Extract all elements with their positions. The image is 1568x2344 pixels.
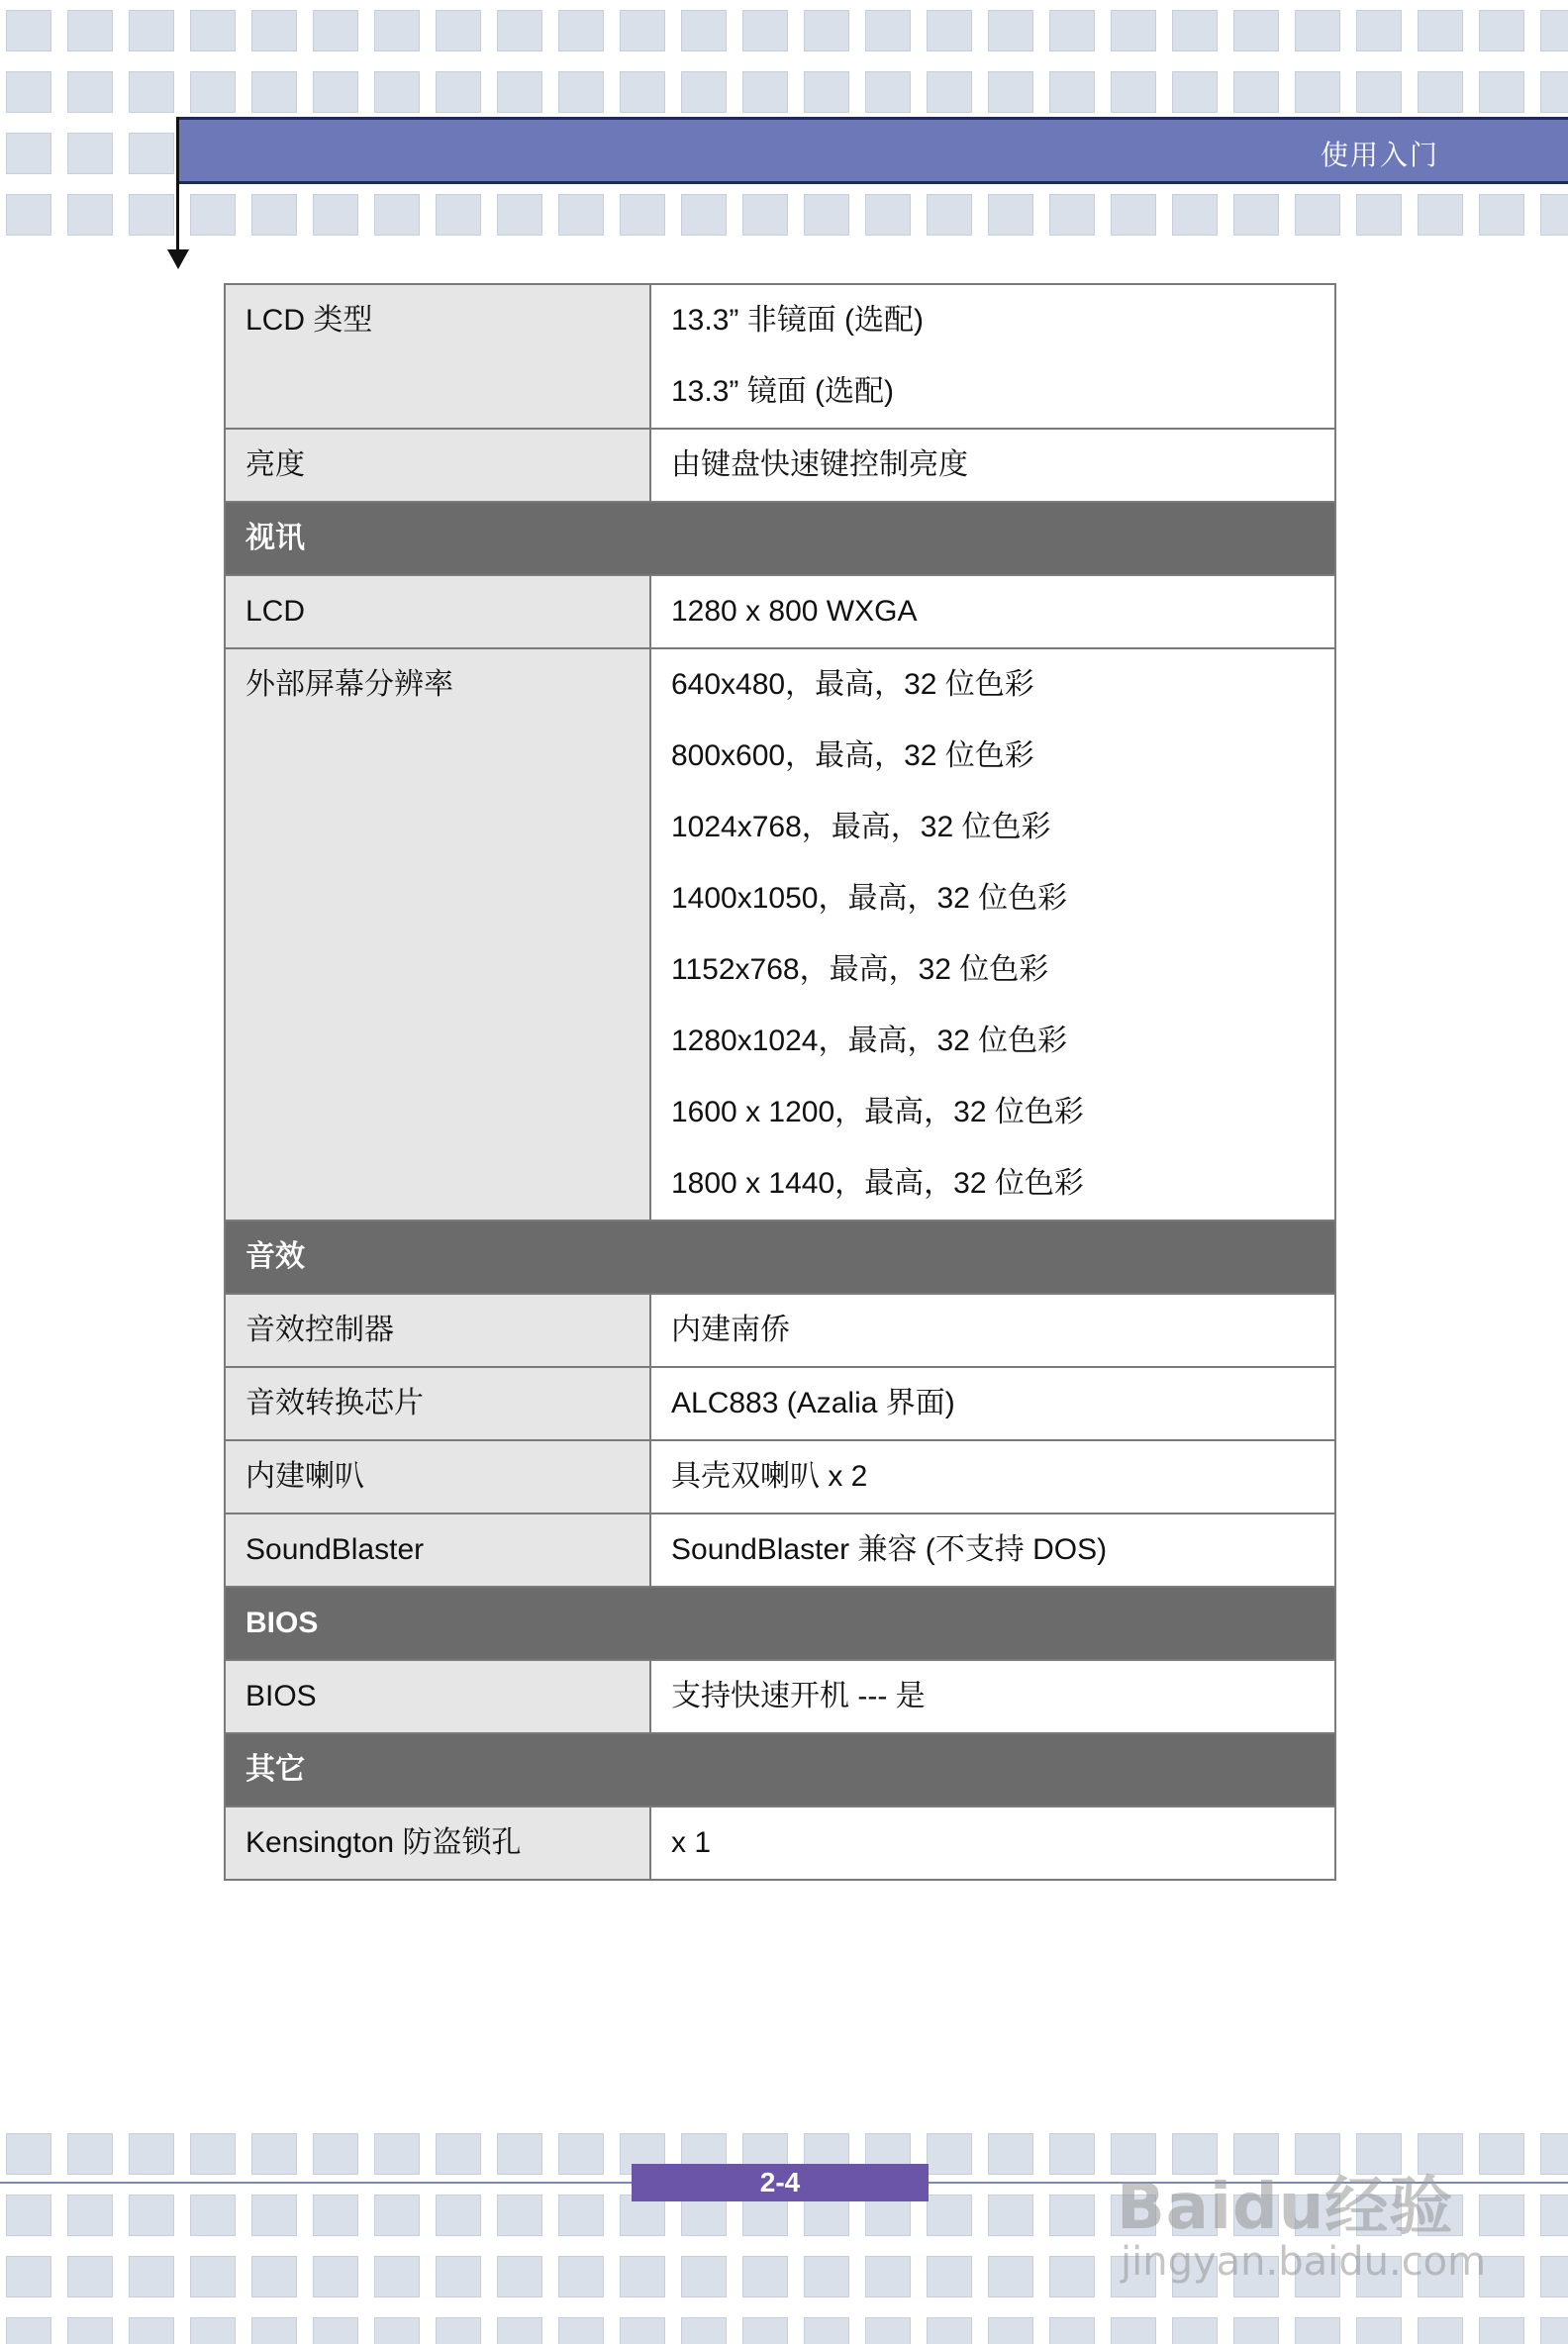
- decorative-tile: [1479, 2317, 1524, 2344]
- decorative-tile: [1049, 2256, 1095, 2297]
- decorative-tile: [251, 194, 297, 236]
- decorative-tile: [1356, 2317, 1402, 2344]
- decorative-tile: [313, 71, 358, 113]
- spec-value: 1400x1050，最高，32 位色彩: [671, 882, 1068, 915]
- spec-row: [225, 429, 1335, 502]
- watermark-brand: Baidu经验: [1117, 2171, 1454, 2244]
- decorative-tile: [558, 2317, 604, 2344]
- spec-label: LCD: [225, 575, 650, 648]
- decorative-tile: [251, 2133, 297, 2175]
- spec-label: 亮度: [225, 429, 650, 502]
- watermark-site: jingyan.baidu.com: [1121, 2239, 1487, 2285]
- decorative-tile: [1540, 10, 1568, 51]
- decorative-tile: [1418, 71, 1463, 113]
- spec-value-cell: [650, 1440, 1335, 1514]
- decorative-tile: [129, 133, 174, 174]
- decorative-tile: [67, 2133, 113, 2175]
- decorative-tile: [436, 2256, 481, 2297]
- spec-label: LCD 类型: [225, 284, 650, 429]
- decorative-tile: [927, 2133, 972, 2175]
- decorative-tile: [620, 2317, 665, 2344]
- spec-value: 支持快速开机 --- 是: [671, 1680, 926, 1712]
- decorative-tile: [1540, 71, 1568, 113]
- decorative-tile: [497, 2133, 542, 2175]
- decorative-tile: [927, 2317, 972, 2344]
- decorative-tile: [558, 10, 604, 51]
- decorative-tile: [927, 194, 972, 236]
- spec-row: [225, 1807, 1335, 1880]
- spec-value: 1280 x 800 WXGA: [671, 595, 918, 628]
- spec-label: SoundBlaster: [225, 1514, 650, 1587]
- spec-value: 1800 x 1440，最高，32 位色彩: [671, 1167, 1084, 1200]
- spec-label: BIOS: [225, 1660, 650, 1733]
- decorative-tile: [988, 2195, 1033, 2236]
- decorative-tile: [742, 2256, 788, 2297]
- decorative-tile: [1418, 10, 1463, 51]
- decorative-tile: [1540, 2195, 1568, 2236]
- section-header-row: [225, 1733, 1335, 1807]
- decorative-tile: [374, 2133, 420, 2175]
- spec-label: Kensington 防盗锁孔: [225, 1807, 650, 1880]
- decorative-tile: [681, 2256, 727, 2297]
- spec-value: 内建南侨: [671, 1314, 790, 1346]
- decorative-tile: [1540, 2317, 1568, 2344]
- decorative-tile: [67, 71, 113, 113]
- decorative-tile: [67, 2195, 113, 2236]
- decorative-tile: [927, 71, 972, 113]
- decorative-tile: [1418, 2317, 1463, 2344]
- decorative-tile: [374, 194, 420, 236]
- spec-row: [225, 1294, 1335, 1367]
- decorative-tile: [804, 2317, 849, 2344]
- decorative-tile: [313, 2256, 358, 2297]
- decorative-tile: [497, 10, 542, 51]
- decorative-tile: [1049, 2317, 1095, 2344]
- spec-row: [225, 648, 1335, 1221]
- decorative-tile: [1295, 194, 1340, 236]
- decorative-tile: [129, 2317, 174, 2344]
- decorative-tile: [742, 194, 788, 236]
- decorative-tile: [313, 2317, 358, 2344]
- decorative-tile: [1233, 2317, 1279, 2344]
- decorative-tile: [1479, 71, 1524, 113]
- page-number: 2-4: [632, 2164, 929, 2201]
- decorative-tile: [374, 2195, 420, 2236]
- decorative-tile: [1295, 2317, 1340, 2344]
- decorative-tile: [865, 2317, 911, 2344]
- spec-row: [225, 1440, 1335, 1514]
- decorative-tile: [67, 2317, 113, 2344]
- decorative-tile: [190, 194, 236, 236]
- spec-value: 640x480，最高，32 位色彩: [671, 668, 1034, 701]
- spec-value-cell: [650, 575, 1335, 648]
- spec-value: SoundBlaster 兼容 (不支持 DOS): [671, 1533, 1108, 1566]
- decorative-tile: [190, 71, 236, 113]
- decorative-tile: [681, 71, 727, 113]
- decorative-tile: [251, 2317, 297, 2344]
- decorative-tile: [1172, 10, 1218, 51]
- decorative-tile: [313, 10, 358, 51]
- decorative-tile: [1049, 71, 1095, 113]
- decorative-tile: [742, 10, 788, 51]
- decorative-tile: [1540, 2133, 1568, 2175]
- decorative-tile: [6, 2133, 51, 2175]
- spec-label: 音效控制器: [225, 1294, 650, 1367]
- section-header-row: [225, 1221, 1335, 1294]
- decorative-tile: [1540, 2256, 1568, 2297]
- decorative-tile: [1172, 194, 1218, 236]
- spec-value-cell: [650, 648, 1335, 1221]
- decorative-tile: [558, 71, 604, 113]
- decorative-tile: [6, 133, 51, 174]
- spec-row: [225, 575, 1335, 648]
- decorative-tile: [681, 2317, 727, 2344]
- spec-value-cell: [650, 284, 1335, 429]
- decorative-tile: [620, 2256, 665, 2297]
- decorative-tile: [313, 2133, 358, 2175]
- decorative-tile: [436, 2133, 481, 2175]
- decorative-tile: [1111, 71, 1156, 113]
- spec-row: [225, 1367, 1335, 1440]
- spec-value: 1600 x 1200，最高，32 位色彩: [671, 1096, 1084, 1128]
- spec-value-cell: [650, 1367, 1335, 1440]
- decorative-tile: [927, 2256, 972, 2297]
- decorative-tile: [1356, 71, 1402, 113]
- decorative-tile: [436, 2195, 481, 2236]
- spec-value: 1024x768，最高，32 位色彩: [671, 811, 1051, 843]
- decorative-tile: [313, 194, 358, 236]
- decorative-tile: [436, 194, 481, 236]
- spec-value: ALC883 (Azalia 界面): [671, 1387, 955, 1419]
- decorative-tile: [374, 10, 420, 51]
- decorative-tile: [190, 2256, 236, 2297]
- spec-row: [225, 1514, 1335, 1587]
- decorative-tile: [1049, 194, 1095, 236]
- decorative-tile: [1049, 2133, 1095, 2175]
- decorative-tile: [865, 71, 911, 113]
- decorative-tile: [129, 2256, 174, 2297]
- spec-value: 13.3” 镜面 (选配): [671, 375, 895, 408]
- decorative-tile: [1111, 2317, 1156, 2344]
- spec-label: 外部屏幕分辨率: [225, 648, 650, 1221]
- watermark: [1117, 2148, 1493, 2287]
- decorative-tile: [251, 10, 297, 51]
- section-header-row: [225, 1587, 1335, 1660]
- spec-value: x 1: [671, 1826, 712, 1859]
- decorative-tile: [67, 194, 113, 236]
- spec-label: 内建喇叭: [225, 1440, 650, 1514]
- decorative-tile: [6, 194, 51, 236]
- decorative-tile: [6, 10, 51, 51]
- decorative-tile: [67, 10, 113, 51]
- decorative-tile: [129, 71, 174, 113]
- decorative-tile: [988, 71, 1033, 113]
- spec-label: 音效转换芯片: [225, 1367, 650, 1440]
- decorative-tile: [558, 194, 604, 236]
- decorative-tile: [742, 2317, 788, 2344]
- arrow-line: [176, 117, 179, 255]
- section-header-row: [225, 502, 1335, 575]
- decorative-tile: [190, 2317, 236, 2344]
- spec-row: [225, 284, 1335, 429]
- spec-value-cell: [650, 1294, 1335, 1367]
- section-title: 音效: [225, 1221, 1335, 1294]
- spec-value: 800x600，最高，32 位色彩: [671, 739, 1034, 772]
- decorative-tile: [681, 194, 727, 236]
- chapter-title: 使用入门: [1320, 139, 1439, 171]
- decorative-tile: [190, 2133, 236, 2175]
- decorative-tile: [6, 71, 51, 113]
- decorative-tile: [251, 71, 297, 113]
- decorative-tile: [251, 2256, 297, 2297]
- decorative-tile: [804, 2256, 849, 2297]
- decorative-tile: [804, 10, 849, 51]
- decorative-tile: [804, 71, 849, 113]
- decorative-tile: [497, 71, 542, 113]
- decorative-tile: [190, 2195, 236, 2236]
- chapter-header-bar: [176, 117, 1568, 184]
- decorative-tile: [1111, 10, 1156, 51]
- decorative-tile: [681, 10, 727, 51]
- decorative-tile: [129, 2133, 174, 2175]
- decorative-tile: [313, 2195, 358, 2236]
- section-title: 其它: [225, 1733, 1335, 1807]
- decorative-tile: [1479, 10, 1524, 51]
- decorative-tile: [251, 2195, 297, 2236]
- decorative-tile: [558, 2133, 604, 2175]
- spec-value-cell: [650, 1807, 1335, 1880]
- decorative-tile: [558, 2256, 604, 2297]
- decorative-tile: [1233, 71, 1279, 113]
- decorative-tile: [436, 10, 481, 51]
- decorative-tile: [129, 2195, 174, 2236]
- decorative-tile: [436, 71, 481, 113]
- decorative-tile: [436, 2317, 481, 2344]
- decorative-tile: [1111, 194, 1156, 236]
- decorative-tile: [988, 2317, 1033, 2344]
- decorative-tile: [67, 133, 113, 174]
- spec-value: 13.3” 非镜面 (选配): [671, 304, 925, 337]
- decorative-tile: [1172, 71, 1218, 113]
- spec-row: [225, 1660, 1335, 1733]
- decorative-tile: [190, 10, 236, 51]
- spec-value-cell: [650, 1514, 1335, 1587]
- spec-value: 由键盘快速键控制亮度: [671, 448, 968, 481]
- decorative-tile: [374, 2256, 420, 2297]
- decorative-tile: [1356, 10, 1402, 51]
- decorative-tile: [927, 10, 972, 51]
- decorative-tile: [865, 10, 911, 51]
- decorative-tile: [1356, 194, 1402, 236]
- decorative-tile: [1233, 194, 1279, 236]
- decorative-tile: [927, 2195, 972, 2236]
- decorative-tile: [497, 2195, 542, 2236]
- decorative-tile: [1540, 194, 1568, 236]
- decorative-tile: [129, 10, 174, 51]
- spec-value: 1152x768，最高，32 位色彩: [671, 953, 1049, 986]
- decorative-tile: [1172, 2317, 1218, 2344]
- decorative-tile: [67, 2256, 113, 2297]
- decorative-tile: [374, 71, 420, 113]
- decorative-tile: [1049, 2195, 1095, 2236]
- decorative-tile: [374, 2317, 420, 2344]
- section-title: BIOS: [225, 1587, 1335, 1660]
- decorative-tile: [804, 194, 849, 236]
- decorative-tile: [6, 2256, 51, 2297]
- decorative-tile: [497, 2256, 542, 2297]
- decorative-tile: [988, 2256, 1033, 2297]
- arrow-down-icon: [167, 249, 189, 269]
- decorative-tile: [1418, 194, 1463, 236]
- decorative-tile: [497, 194, 542, 236]
- decorative-tile: [6, 2317, 51, 2344]
- decorative-tile: [129, 194, 174, 236]
- decorative-tile: [1295, 71, 1340, 113]
- decorative-tile: [1049, 10, 1095, 51]
- decorative-tile: [1479, 194, 1524, 236]
- decorative-tile: [865, 2256, 911, 2297]
- decorative-tile: [620, 10, 665, 51]
- spec-value-cell: [650, 429, 1335, 502]
- section-title: 视讯: [225, 502, 1335, 575]
- decorative-tile: [1295, 10, 1340, 51]
- spec-value: 具壳双喇叭 x 2: [671, 1460, 868, 1493]
- decorative-tile: [558, 2195, 604, 2236]
- decorative-tile: [865, 194, 911, 236]
- spec-value: 1280x1024，最高，32 位色彩: [671, 1025, 1068, 1057]
- decorative-tile: [988, 2133, 1033, 2175]
- decorative-tile: [6, 2195, 51, 2236]
- decorative-tile: [742, 71, 788, 113]
- decorative-tile: [620, 194, 665, 236]
- decorative-tile: [497, 2317, 542, 2344]
- decorative-tile: [620, 71, 665, 113]
- spec-table: [224, 283, 1336, 1881]
- decorative-tile: [988, 194, 1033, 236]
- spec-value-cell: [650, 1660, 1335, 1733]
- decorative-tile: [1233, 10, 1279, 51]
- decorative-tile: [988, 10, 1033, 51]
